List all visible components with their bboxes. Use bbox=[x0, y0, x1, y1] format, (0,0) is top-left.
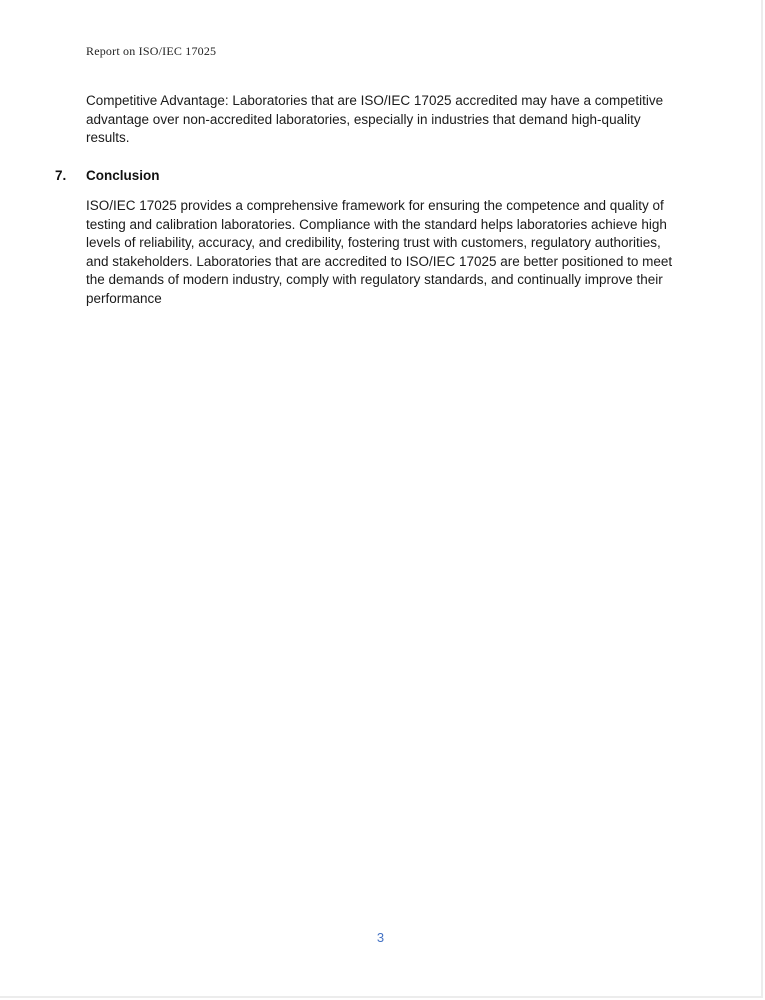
page-number: 3 bbox=[376, 930, 385, 945]
section-title: Conclusion bbox=[86, 168, 160, 183]
paragraph-competitive-advantage: Competitive Advantage: Laboratories that are ISO/IEC 17025 accredited may have a competitive advantage over non-accredited laboratories, especially in industries that demand high-quality results. bbox=[86, 93, 664, 146]
section-heading-conclusion bbox=[55, 168, 160, 183]
running-header: Report on ISO/IEC 17025 bbox=[86, 44, 217, 58]
paragraph-conclusion-body: ISO/IEC 17025 provides a comprehensive framework for ensuring the competence and quality of testing and calibration laboratories. Compliance with the standard helps laboratories achieve high levels of reliability, accuracy, and credibility, fostering trust with customers, regulatory authorities, and stakeholders. Laboratories that are accredited to ISO/IEC 17025 are better positioned to meet the demands of modern industry, comply with regulatory standards, and continually improve their performance bbox=[86, 198, 673, 306]
section-number: 7. bbox=[55, 168, 67, 183]
